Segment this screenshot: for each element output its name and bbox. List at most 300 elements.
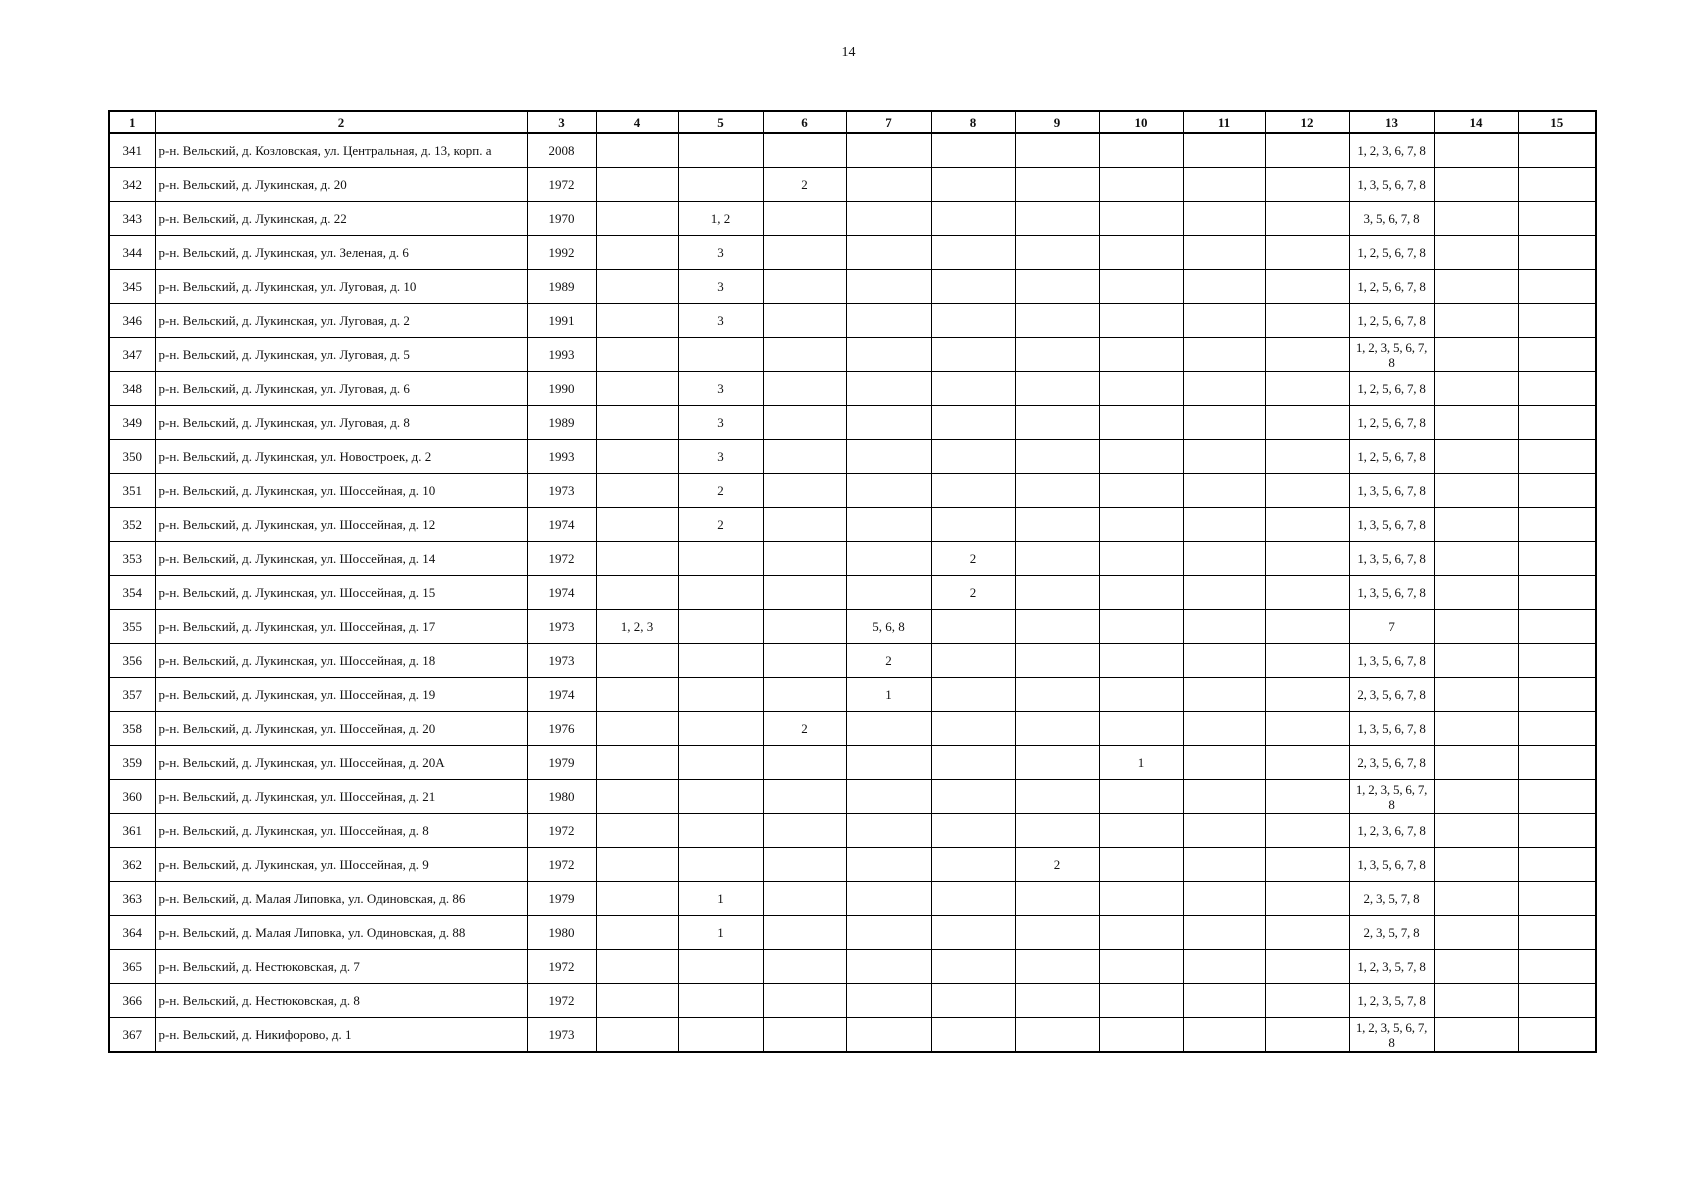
row-number-cell: 367: [109, 1018, 155, 1053]
address-cell: р-н. Вельский, д. Лукинская, ул. Луговая, д. 6: [155, 372, 527, 406]
address-cell: р-н. Вельский, д. Нестюковская, д. 7: [155, 950, 527, 984]
year-cell: 1993: [527, 338, 596, 372]
table-cell: [763, 848, 846, 882]
table-cell: [1434, 848, 1518, 882]
table-cell: [846, 236, 931, 270]
table-cell: [1015, 440, 1099, 474]
table-cell: [1015, 338, 1099, 372]
table-cell: [763, 508, 846, 542]
row-number-cell: 347: [109, 338, 155, 372]
address-cell: р-н. Вельский, д. Лукинская, ул. Шоссейная, д. 15: [155, 576, 527, 610]
table-row: [109, 984, 1596, 1018]
table-row: [109, 338, 1596, 372]
table-cell: [931, 202, 1015, 236]
table-cell: [678, 984, 763, 1018]
year-cell: 1979: [527, 746, 596, 780]
table-cell: [1434, 576, 1518, 610]
table-cell: [846, 882, 931, 916]
table-cell: [931, 168, 1015, 202]
table-cell: 2: [763, 168, 846, 202]
row-number-cell: 359: [109, 746, 155, 780]
table-cell: [596, 508, 678, 542]
year-cell: 1972: [527, 542, 596, 576]
table-cell: 2: [678, 508, 763, 542]
table-cell: 3: [678, 406, 763, 440]
table-cell: [678, 576, 763, 610]
table-cell: [1518, 133, 1596, 168]
table-row: [109, 882, 1596, 916]
row-number-cell: 360: [109, 780, 155, 814]
table-cell: [596, 270, 678, 304]
table-cell: [596, 338, 678, 372]
column-header-3: 3: [527, 111, 596, 133]
table-cell: [1518, 780, 1596, 814]
table-cell: [1099, 882, 1183, 916]
row-number-cell: 355: [109, 610, 155, 644]
row-number-cell: 366: [109, 984, 155, 1018]
table-cell: [1099, 474, 1183, 508]
table-cell: [596, 848, 678, 882]
table-cell: [931, 712, 1015, 746]
table-row: [109, 372, 1596, 406]
table-cell: [1265, 1018, 1349, 1053]
table-cell: 1, 3, 5, 6, 7, 8: [1349, 542, 1434, 576]
table-cell: [1099, 950, 1183, 984]
table-row: [109, 168, 1596, 202]
year-cell: 1972: [527, 848, 596, 882]
table-cell: [1265, 338, 1349, 372]
table-cell: 1, 2: [678, 202, 763, 236]
table-cell: [846, 746, 931, 780]
year-cell: 1990: [527, 372, 596, 406]
table-cell: [1099, 338, 1183, 372]
table-cell: [846, 576, 931, 610]
table-cell: [1434, 746, 1518, 780]
year-cell: 1989: [527, 270, 596, 304]
table-cell: [1099, 202, 1183, 236]
table-cell: [1518, 882, 1596, 916]
table-cell: [931, 474, 1015, 508]
row-number-cell: 361: [109, 814, 155, 848]
table-cell: 1, 2, 3, 6, 7, 8: [1349, 814, 1434, 848]
row-number-cell: 363: [109, 882, 155, 916]
column-header-7: 7: [846, 111, 931, 133]
table-cell: 2, 3, 5, 6, 7, 8: [1349, 678, 1434, 712]
table-row: [109, 202, 1596, 236]
address-cell: р-н. Вельский, д. Лукинская, ул. Луговая, д. 5: [155, 338, 527, 372]
column-header-6: 6: [763, 111, 846, 133]
row-number-cell: 356: [109, 644, 155, 678]
table-cell: [1518, 202, 1596, 236]
table-row: [109, 576, 1596, 610]
table-row: [109, 406, 1596, 440]
year-cell: 1989: [527, 406, 596, 440]
table-cell: [1183, 576, 1265, 610]
year-cell: 1973: [527, 644, 596, 678]
table-cell: [763, 916, 846, 950]
table-cell: [1099, 814, 1183, 848]
table-cell: [596, 372, 678, 406]
table-cell: [1518, 712, 1596, 746]
table-cell: [1015, 202, 1099, 236]
table-cell: 1, 3, 5, 6, 7, 8: [1349, 576, 1434, 610]
table-cell: [931, 236, 1015, 270]
table-cell: [763, 406, 846, 440]
address-cell: р-н. Вельский, д. Лукинская, д. 20: [155, 168, 527, 202]
table-cell: [1183, 542, 1265, 576]
table-cell: [763, 950, 846, 984]
table-cell: [596, 780, 678, 814]
table-row: [109, 712, 1596, 746]
table-cell: [1265, 848, 1349, 882]
table-cell: [1434, 814, 1518, 848]
table-cell: [846, 406, 931, 440]
table-cell: [678, 610, 763, 644]
table-cell: 3: [678, 440, 763, 474]
column-header-1: 1: [109, 111, 155, 133]
table-cell: [1518, 406, 1596, 440]
table-row: [109, 508, 1596, 542]
table-cell: [1518, 304, 1596, 338]
table-cell: [596, 984, 678, 1018]
table-cell: [1099, 916, 1183, 950]
table-cell: [1518, 474, 1596, 508]
table-cell: [1183, 712, 1265, 746]
row-number-cell: 344: [109, 236, 155, 270]
table-cell: [1183, 508, 1265, 542]
table-cell: [846, 780, 931, 814]
table-cell: [1265, 814, 1349, 848]
table-cell: [1015, 508, 1099, 542]
table-cell: [1434, 338, 1518, 372]
column-header-4: 4: [596, 111, 678, 133]
year-cell: 1972: [527, 814, 596, 848]
column-header-10: 10: [1099, 111, 1183, 133]
table-cell: [1183, 236, 1265, 270]
table-cell: [1183, 610, 1265, 644]
table-cell: [1183, 338, 1265, 372]
table-cell: [1099, 236, 1183, 270]
table-cell: [1265, 882, 1349, 916]
table-cell: [1265, 133, 1349, 168]
table-cell: [1518, 950, 1596, 984]
table-cell: [1518, 1018, 1596, 1053]
table-cell: [846, 1018, 931, 1053]
table-cell: 3: [678, 304, 763, 338]
column-header-14: 14: [1434, 111, 1518, 133]
table-cell: [1183, 133, 1265, 168]
address-cell: р-н. Вельский, д. Лукинская, ул. Шоссейная, д. 14: [155, 542, 527, 576]
table-cell: 1, 3, 5, 6, 7, 8: [1349, 644, 1434, 678]
table-cell: [1183, 644, 1265, 678]
table-cell: [931, 780, 1015, 814]
table-cell: [931, 270, 1015, 304]
table-cell: [596, 746, 678, 780]
row-number-cell: 352: [109, 508, 155, 542]
table-cell: 1, 2, 5, 6, 7, 8: [1349, 304, 1434, 338]
year-cell: 1980: [527, 780, 596, 814]
table-row: [109, 814, 1596, 848]
address-cell: р-н. Вельский, д. Лукинская, ул. Луговая, д. 8: [155, 406, 527, 440]
table-cell: [931, 678, 1015, 712]
column-header-8: 8: [931, 111, 1015, 133]
table-cell: [1183, 304, 1265, 338]
table-cell: [763, 202, 846, 236]
table-cell: [1015, 746, 1099, 780]
table-cell: [1015, 304, 1099, 338]
table-cell: [1265, 406, 1349, 440]
table-cell: [931, 508, 1015, 542]
year-cell: 1979: [527, 882, 596, 916]
table-cell: 1, 2, 5, 6, 7, 8: [1349, 406, 1434, 440]
table-cell: [1183, 984, 1265, 1018]
table-cell: [678, 950, 763, 984]
table-cell: [763, 576, 846, 610]
column-header-15: 15: [1518, 111, 1596, 133]
table-row: [109, 610, 1596, 644]
table-cell: [1434, 610, 1518, 644]
table-cell: [1434, 780, 1518, 814]
table-cell: [931, 610, 1015, 644]
table-cell: [1265, 168, 1349, 202]
table-cell: [931, 746, 1015, 780]
row-number-cell: 343: [109, 202, 155, 236]
table-cell: 1, 3, 5, 6, 7, 8: [1349, 168, 1434, 202]
table-cell: 1, 2, 5, 6, 7, 8: [1349, 236, 1434, 270]
table-cell: 1, 2, 5, 6, 7, 8: [1349, 440, 1434, 474]
table-cell: 1, 2, 3, 5, 7, 8: [1349, 984, 1434, 1018]
column-header-2: 2: [155, 111, 527, 133]
table-cell: 1, 2, 3, 5, 6, 7, 8: [1349, 1018, 1434, 1053]
table-cell: [1099, 440, 1183, 474]
table-cell: [846, 916, 931, 950]
table-cell: [931, 644, 1015, 678]
table-cell: [1518, 610, 1596, 644]
table-cell: [763, 814, 846, 848]
table-cell: [1099, 406, 1183, 440]
table-cell: [846, 270, 931, 304]
table-cell: [1099, 133, 1183, 168]
table-cell: [931, 950, 1015, 984]
table-cell: [1015, 133, 1099, 168]
table-row: [109, 916, 1596, 950]
table-cell: [931, 133, 1015, 168]
table-cell: [846, 848, 931, 882]
table-cell: [846, 508, 931, 542]
table-cell: [1265, 984, 1349, 1018]
table-cell: [1099, 984, 1183, 1018]
table-cell: [678, 780, 763, 814]
table-cell: [931, 814, 1015, 848]
table-cell: [1518, 542, 1596, 576]
table-cell: [1265, 508, 1349, 542]
table-row: [109, 1018, 1596, 1053]
table-cell: [1183, 440, 1265, 474]
table-cell: [1434, 406, 1518, 440]
table-cell: [596, 202, 678, 236]
table-cell: [1434, 950, 1518, 984]
table-cell: [763, 644, 846, 678]
table-cell: 3: [678, 270, 763, 304]
table-cell: 1, 2, 5, 6, 7, 8: [1349, 270, 1434, 304]
table-cell: 2: [678, 474, 763, 508]
table-cell: [846, 814, 931, 848]
table-cell: [1183, 950, 1265, 984]
table-cell: [1265, 644, 1349, 678]
table-body: [109, 133, 1596, 1052]
table-row: [109, 304, 1596, 338]
table-row: [109, 236, 1596, 270]
table-cell: 1, 2, 3, 5, 6, 7, 8: [1349, 780, 1434, 814]
address-cell: р-н. Вельский, д. Лукинская, ул. Шоссейная, д. 21: [155, 780, 527, 814]
table-cell: [1518, 440, 1596, 474]
table-cell: 3: [678, 372, 763, 406]
year-cell: 1972: [527, 984, 596, 1018]
table-cell: [1518, 508, 1596, 542]
table-cell: [846, 950, 931, 984]
table-cell: [1265, 474, 1349, 508]
table-cell: [763, 746, 846, 780]
table-cell: [763, 236, 846, 270]
row-number-cell: 357: [109, 678, 155, 712]
column-header-5: 5: [678, 111, 763, 133]
table-cell: [1099, 780, 1183, 814]
table-cell: 1, 2, 3, 6, 7, 8: [1349, 133, 1434, 168]
table-cell: [1265, 270, 1349, 304]
table-cell: [1183, 372, 1265, 406]
address-cell: р-н. Вельский, д. Лукинская, ул. Новостроек, д. 2: [155, 440, 527, 474]
table-cell: 1: [1099, 746, 1183, 780]
table-cell: 2: [931, 542, 1015, 576]
table-cell: [596, 882, 678, 916]
address-cell: р-н. Вельский, д. Лукинская, ул. Луговая, д. 10: [155, 270, 527, 304]
table-cell: [931, 1018, 1015, 1053]
table-cell: [1015, 712, 1099, 746]
row-number-cell: 350: [109, 440, 155, 474]
table-cell: [1099, 304, 1183, 338]
table-cell: [1434, 1018, 1518, 1053]
table-cell: [1434, 984, 1518, 1018]
table-cell: [846, 133, 931, 168]
table-cell: 7: [1349, 610, 1434, 644]
table-cell: 1, 2, 3: [596, 610, 678, 644]
table-cell: [596, 406, 678, 440]
row-number-cell: 364: [109, 916, 155, 950]
table-cell: [596, 304, 678, 338]
address-cell: р-н. Вельский, д. Лукинская, ул. Шоссейная, д. 17: [155, 610, 527, 644]
table-row: [109, 950, 1596, 984]
table-cell: [763, 984, 846, 1018]
table-cell: [1099, 1018, 1183, 1053]
table-cell: [1099, 508, 1183, 542]
table-cell: [1183, 882, 1265, 916]
table-cell: [1518, 814, 1596, 848]
year-cell: 1973: [527, 610, 596, 644]
table-cell: 1: [678, 916, 763, 950]
table-cell: [1265, 440, 1349, 474]
table-cell: [846, 440, 931, 474]
table-cell: [1518, 168, 1596, 202]
table-cell: [1015, 406, 1099, 440]
table-cell: [846, 202, 931, 236]
table-cell: [1099, 270, 1183, 304]
year-cell: 2008: [527, 133, 596, 168]
column-header-9: 9: [1015, 111, 1099, 133]
table-cell: [1099, 576, 1183, 610]
table-cell: [1015, 542, 1099, 576]
table-cell: [678, 133, 763, 168]
table-cell: [596, 576, 678, 610]
table-cell: [596, 542, 678, 576]
address-cell: р-н. Вельский, д. Нестюковская, д. 8: [155, 984, 527, 1018]
table-cell: [678, 644, 763, 678]
year-cell: 1974: [527, 678, 596, 712]
table-cell: [1015, 814, 1099, 848]
year-cell: 1974: [527, 508, 596, 542]
table-cell: [1265, 916, 1349, 950]
table-cell: [763, 372, 846, 406]
address-cell: р-н. Вельский, д. Лукинская, ул. Шоссейная, д. 20: [155, 712, 527, 746]
table-cell: [846, 338, 931, 372]
table-cell: [596, 236, 678, 270]
table-cell: [763, 133, 846, 168]
address-cell: р-н. Вельский, д. Лукинская, ул. Зеленая, д. 6: [155, 236, 527, 270]
table-cell: 2: [1015, 848, 1099, 882]
address-cell: р-н. Вельский, д. Малая Липовка, ул. Одиновская, д. 86: [155, 882, 527, 916]
table-cell: 1, 3, 5, 6, 7, 8: [1349, 712, 1434, 746]
table-cell: [763, 270, 846, 304]
column-header-13: 13: [1349, 111, 1434, 133]
table-cell: [1518, 848, 1596, 882]
row-number-cell: 362: [109, 848, 155, 882]
address-cell: р-н. Вельский, д. Никифорово, д. 1: [155, 1018, 527, 1053]
header-row: [109, 111, 1596, 133]
table-cell: [1434, 644, 1518, 678]
table-cell: [1099, 848, 1183, 882]
table-cell: [1183, 678, 1265, 712]
year-cell: 1976: [527, 712, 596, 746]
year-cell: 1973: [527, 1018, 596, 1053]
address-cell: р-н. Вельский, д. Лукинская, д. 22: [155, 202, 527, 236]
table-cell: [1265, 678, 1349, 712]
table-row: [109, 270, 1596, 304]
table-cell: [931, 848, 1015, 882]
table-cell: [1099, 610, 1183, 644]
table-cell: [1015, 644, 1099, 678]
year-cell: 1980: [527, 916, 596, 950]
table-cell: [1099, 372, 1183, 406]
table-cell: [1099, 678, 1183, 712]
table-cell: [846, 304, 931, 338]
table-cell: [763, 474, 846, 508]
table-cell: [763, 678, 846, 712]
table-cell: 1, 2, 5, 6, 7, 8: [1349, 372, 1434, 406]
table-cell: [1015, 678, 1099, 712]
table-cell: [931, 916, 1015, 950]
table-cell: [596, 916, 678, 950]
table-cell: [596, 440, 678, 474]
page-number: 14: [841, 45, 856, 60]
table-cell: [1265, 746, 1349, 780]
table-cell: [1434, 270, 1518, 304]
table-cell: [1099, 712, 1183, 746]
table-cell: [1518, 916, 1596, 950]
row-number-cell: 346: [109, 304, 155, 338]
table-cell: [1434, 133, 1518, 168]
table-cell: 2: [763, 712, 846, 746]
table-cell: [1265, 780, 1349, 814]
table-cell: [1015, 474, 1099, 508]
